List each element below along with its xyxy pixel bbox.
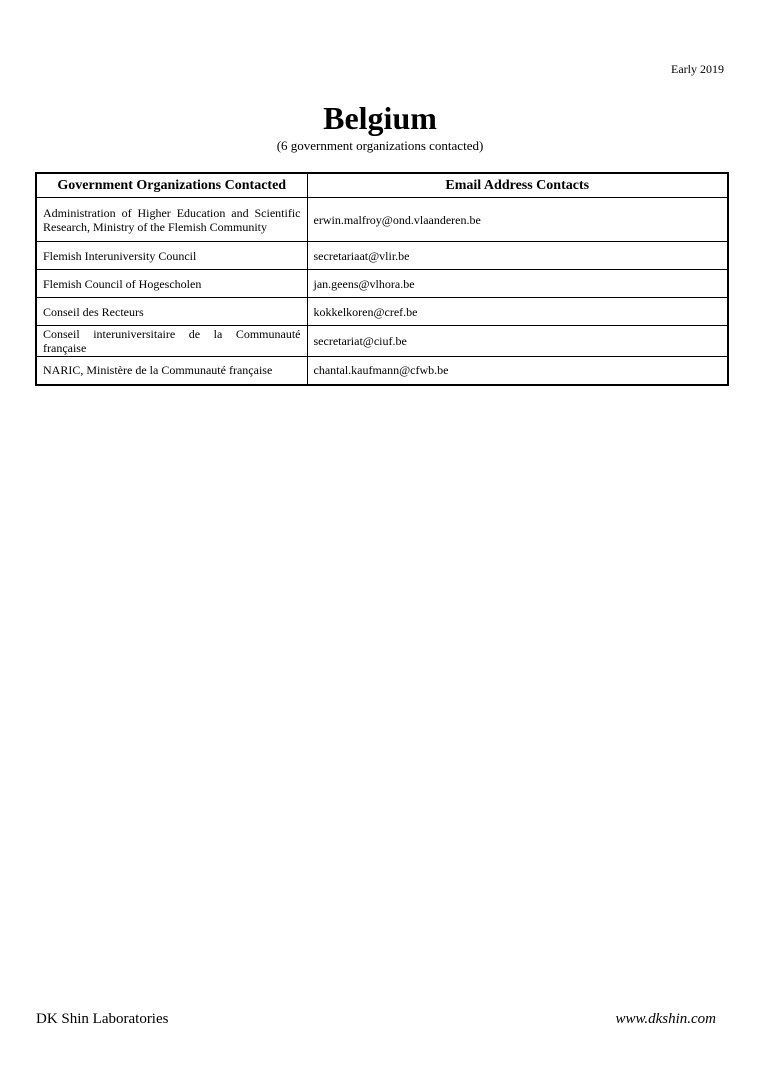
organization-cell: Conseil des Recteurs: [36, 298, 307, 326]
document-date: Early 2019: [671, 62, 724, 76]
contacts-table: [35, 172, 729, 386]
page-title: Belgium: [323, 100, 437, 136]
table-row: [36, 357, 728, 385]
email-cell: kokkelkoren@cref.be: [307, 298, 728, 326]
table-row: [36, 270, 728, 298]
table-row: [36, 298, 728, 326]
organization-cell: Flemish Interuniversity Council: [36, 242, 307, 270]
footer-organization: DK Shin Laboratories: [36, 1011, 169, 1027]
organization-cell: NARIC, Ministère de la Communauté française: [36, 357, 307, 385]
table-row: [36, 198, 728, 242]
table-header-row: [36, 173, 728, 198]
column-header-email: Email Address Contacts: [307, 173, 728, 198]
table-row: [36, 242, 728, 270]
table-row: [36, 326, 728, 357]
organization-cell: Conseil interuniversitaire de la Communauté française: [36, 326, 307, 357]
email-cell: secretariat@ciuf.be: [307, 326, 728, 357]
email-cell: jan.geens@vlhora.be: [307, 270, 728, 298]
page-subtitle: (6 government organizations contacted): [276, 138, 484, 153]
email-cell: chantal.kaufmann@cfwb.be: [307, 357, 728, 385]
email-cell: secretariaat@vlir.be: [307, 242, 728, 270]
organization-cell: Administration of Higher Education and Scientific Research, Ministry of the Flemish Community: [36, 198, 307, 242]
column-header-organizations: Government Organizations Contacted: [36, 173, 307, 198]
organization-cell: Flemish Council of Hogescholen: [36, 270, 307, 298]
footer-website: www.dkshin.com: [615, 1011, 716, 1027]
email-cell: erwin.malfroy@ond.vlaanderen.be: [307, 198, 728, 242]
